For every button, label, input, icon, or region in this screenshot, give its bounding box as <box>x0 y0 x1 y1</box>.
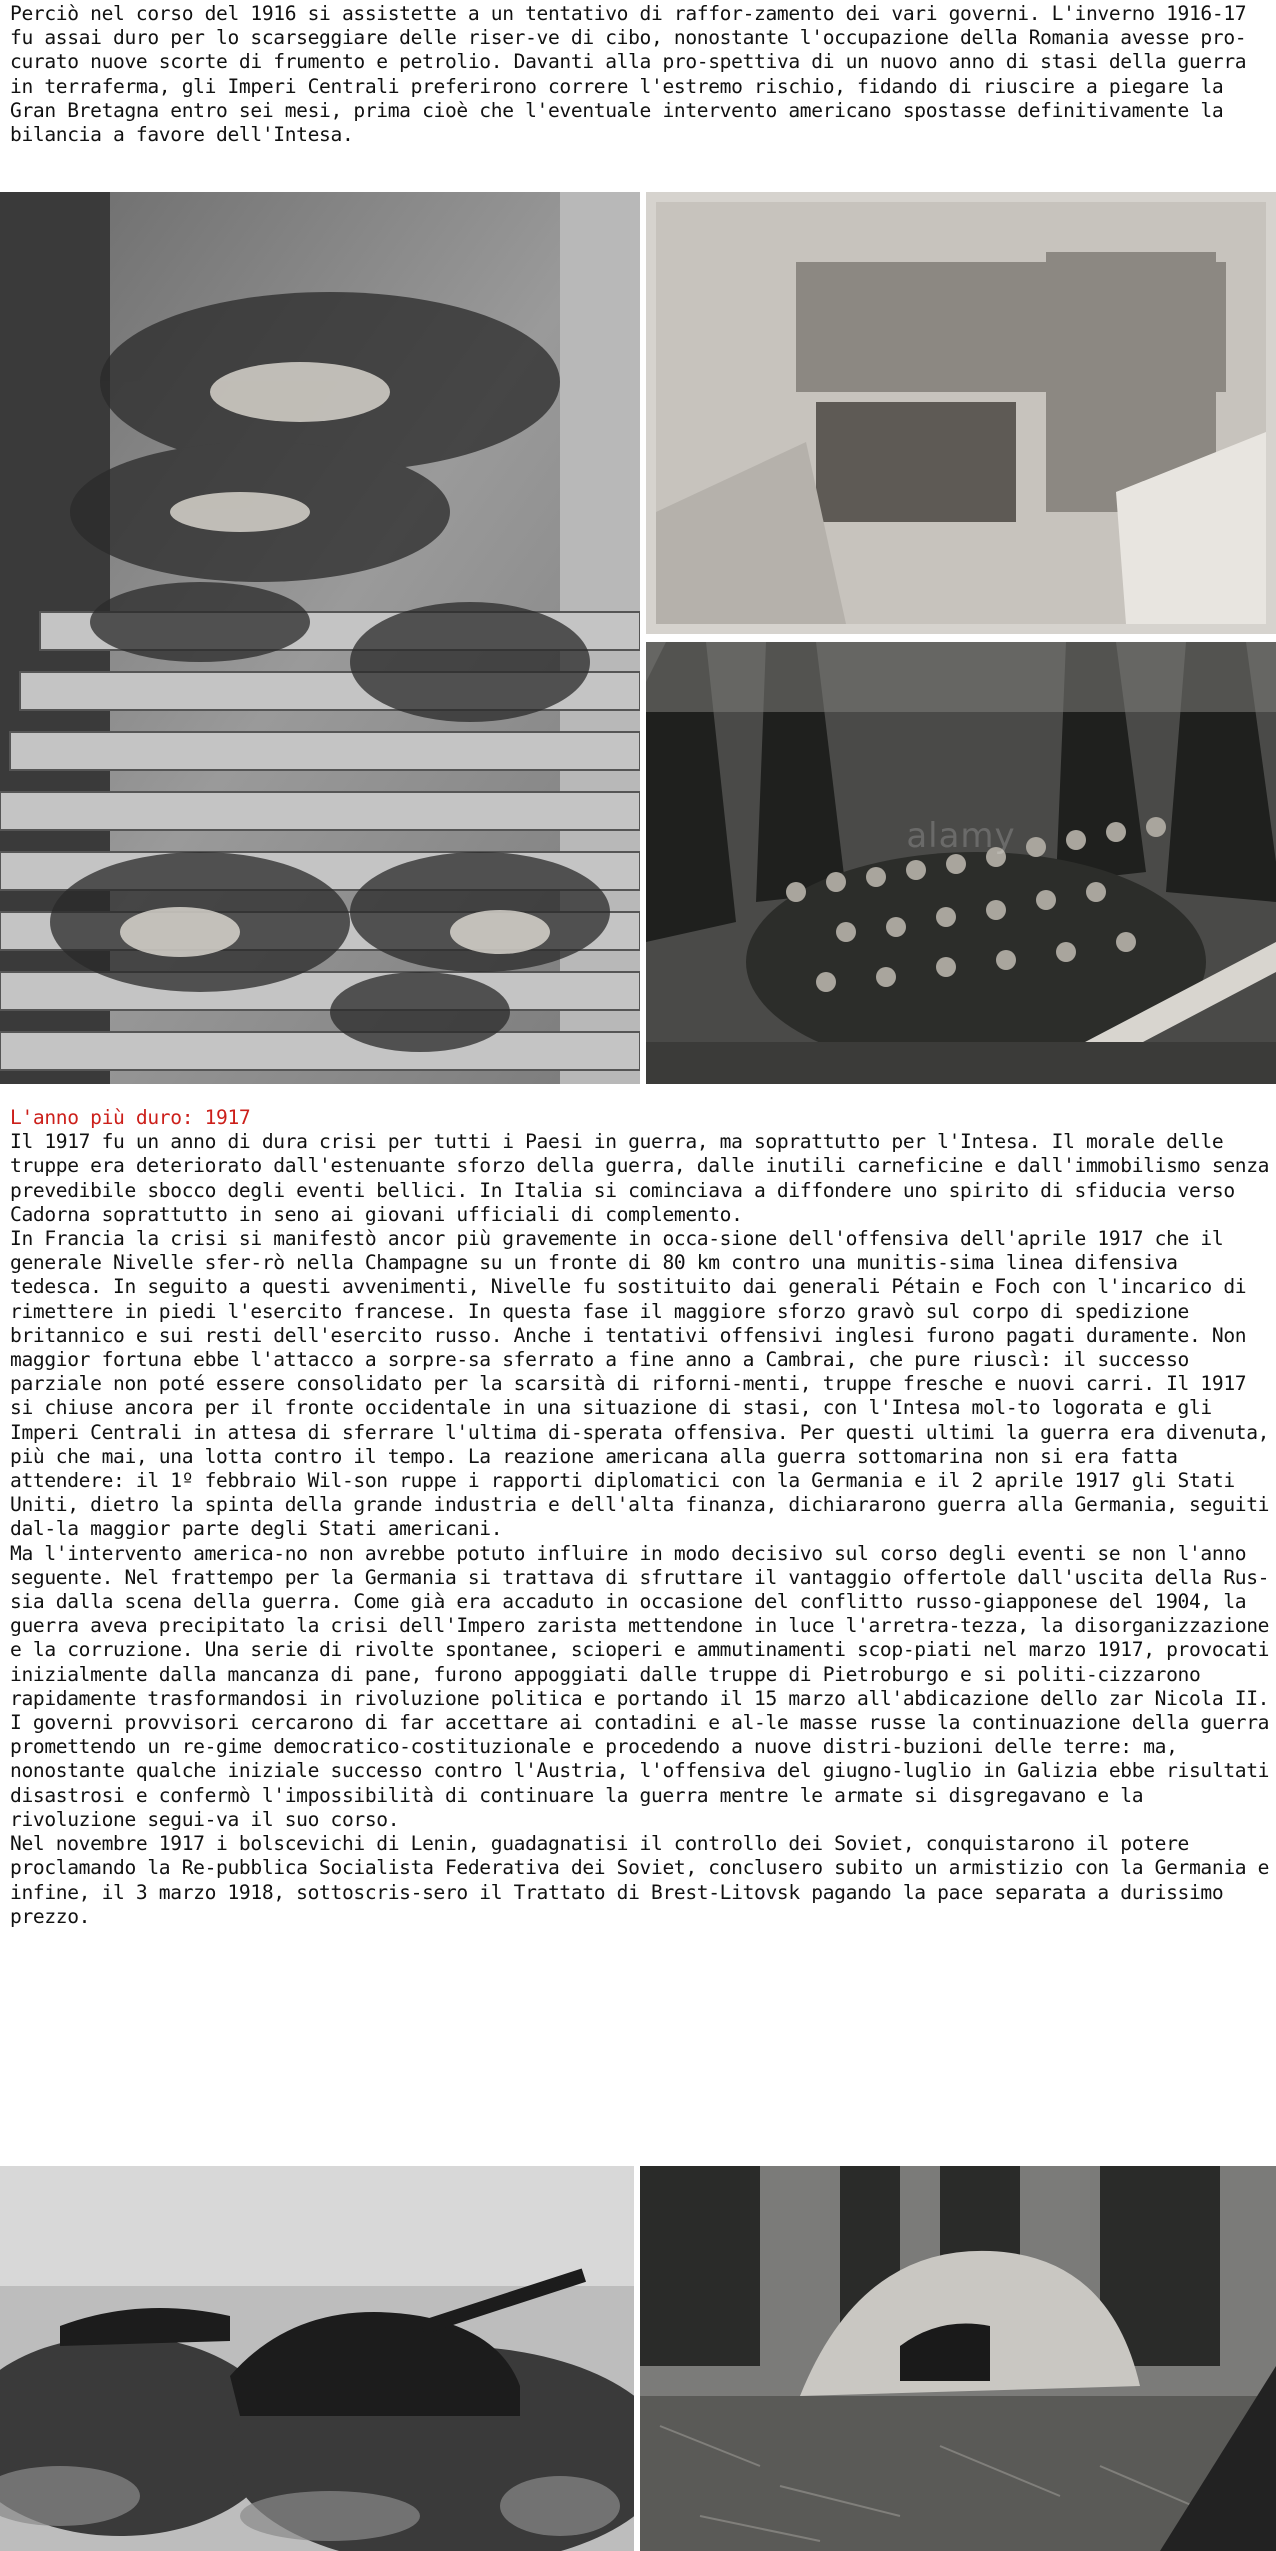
photo-bodies-on-steps <box>0 192 640 1084</box>
photo-soldiers-group <box>646 642 1276 1084</box>
section-paragraph-2: In Francia la crisi si manifestò ancor più gravemente in occa-sione dell'offensiva dell'aprile 1917 che il generale Nivelle sfer-rò nella Champagne su un fronte di 80 km contro una munitis-sima linea difensiva tedesca. In seguito a questi avvenimenti, Nivelle fu sostituito dai generali Pétain e Foch con l'incarico di rimettere in piedi l'esercito francese. In questa fase il maggiore sforzo gravò sul corpo di spedizione britannico e sui resti dell'esercito russo. Anche i tentativi offensivi inglesi furono pagati duramente. Non maggior fortuna ebbe l'attacco a sorpre-sa sferrato a fine anno a Cambrai, che pure riuscì: il successo parziale non poté essere consolidato per la scarsità di riforni-menti, truppe fresche e nuovi carri. Il 1917 si chiuse ancora per il fronte occidentale in una situazione di stasi, con l'Intesa mol-to logorata e gli Imperi Centrali in attesa di sferrare l'ultima di-sperata offensiva. Per questi ultimi la guerra era divenuta, più che mai, una lotta contro il tempo. La reazione americana alla guerra sottomarina non si era fatta attendere: il 1º febbraio Wil-son ruppe i rapporti diplomatici con la Germania e il 2 aprile 1917 gli Stati Uniti, dietro la spinta della grande industria e dell'alta finanza, dichiararono guerra alla Germania, seguiti dal-la maggior parte degli Stati americani. <box>10 1227 1270 1541</box>
photo-tank-wreck <box>0 2166 634 2551</box>
section-paragraph-4: Nel novembre 1917 i bolscevichi di Lenin, guadagnatisi il controllo dei Soviet, conquistarono il potere proclamando la Re-pubblica Socialista Federativa dei Soviet, conclusero subito un armistizio con la Germania e infine, il 3 marzo 1918, sottoscris-sero il Trattato di Brest-Litovsk pagando la pace separata a durissimo prezzo. <box>10 1832 1270 1928</box>
section-paragraph-3: Ma l'intervento america-no non avrebbe potuto influire in modo decisivo sul corso degli eventi se non l'anno seguente. Nel frattempo per la Germania si trattava di sfruttare il vantaggio offertole dall'uscita della Rus-sia dalla scena della guerra. Come già era accaduto in occasione del conflitto russo-giapponese del 1904, la guerra aveva precipitato la crisi dell'Impero zarista mettendone in luce l'arretra-tezza, la disorganizzazione e la corruzione. Una serie di rivolte spontanee, scioperi e ammutinamenti scop-piati nel marzo 1917, provocati inizialmente dalla mancanza di pane, furono appoggiati dalle truppe di Pietroburgo e si politi-cizzarono rapidamente trasformandosi in rivoluzione politica e portando il 15 marzo all'abdicazione dello zar Nicola II. I governi provvisori cercarono di far accettare ai contadini e al-le masse russe la continuazione della guerra promettendo un re-gime democratico-costituzionale e procedendo a nuove distri-buzioni delle terre: ma, nonostante qualche iniziale successo contro l'Austria, l'offensiva del giugno-luglio in Galizia ebbe risultati disastrosi e confermò l'impossibilità di continuare la guerra mentre le armate si disgregavano e la rivoluzione segui-va il suo corso. <box>10 1541 1270 1831</box>
photo-trench-fortification <box>646 192 1276 634</box>
section-text <box>10 1106 1272 1929</box>
section-heading: L'anno più duro: 1917 <box>10 1106 251 1129</box>
photo-bunker-dome <box>640 2166 1276 2551</box>
intro-text <box>10 2 1272 147</box>
watermark-text: alamy <box>906 816 1016 857</box>
section-paragraph-1: Il 1917 fu un anno di dura crisi per tutti i Paesi in guerra, ma soprattutto per l'Intesa. Il morale delle truppe era deteriorato dall'estenuante sforzo della guerra, dalle inutili carneficine e dall'immobilismo senza prevedibile sbocco degli eventi bellici. In Italia si cominciava a diffondere uno spirito di sfiducia verso Cadorna soprattutto in seno ai giovani ufficiali di complemento. <box>10 1130 1270 1226</box>
intro-paragraph: Perciò nel corso del 1916 si assistette a un tentativo di raffor-zamento dei vari governi. L'inverno 1916-17 fu assai duro per lo scarseggiare delle riser-ve di cibo, nonostante l'occupazione della Romania avesse pro-curato nuove scorte di frumento e petrolio. Davanti alla pro-spettiva di un nuovo anno di stasi della guerra in terraferma, gli Imperi Centrali preferirono correre l'estremo rischio, fidando di riuscire a piegare la Gran Bretagna entro sei mesi, prima cioè che l'eventuale intervento americano spostasse definitivamente la bilancia a favore dell'Intesa. <box>10 2 1247 147</box>
